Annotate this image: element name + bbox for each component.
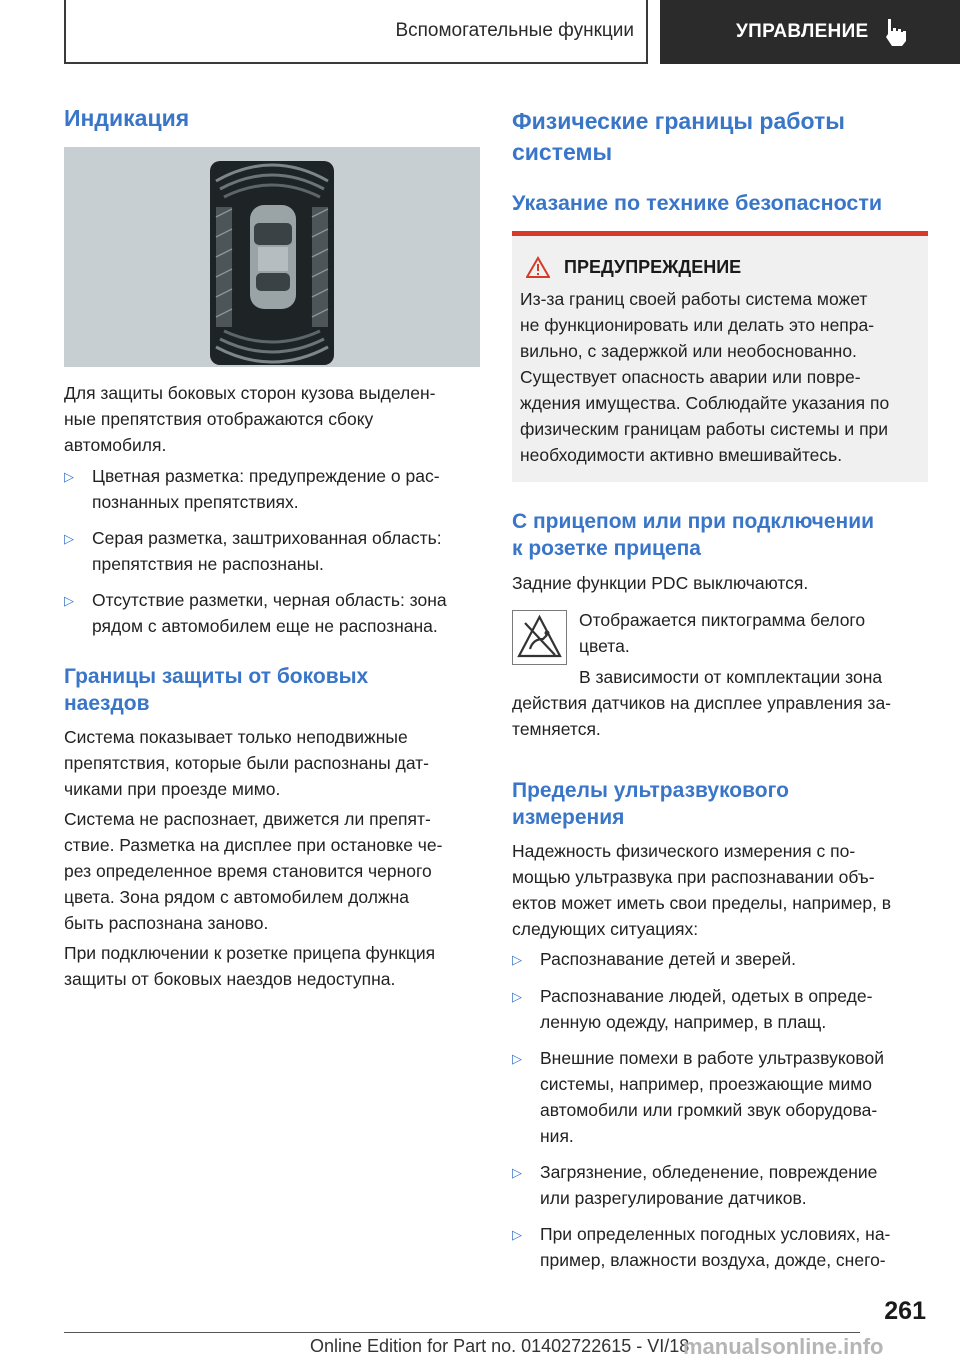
heading-line: системы [512,139,613,165]
text-line: автомобили или громкий звук оборудова- [540,1100,878,1120]
warning-box [512,231,928,482]
paragraph-movement-detection [64,806,480,936]
text-line: быть распознана заново. [64,913,269,933]
triangle-bullet-icon: ▷ [512,952,522,967]
footer-edition: Online Edition for Part no. 01402722615 - VI/18 [310,1336,690,1356]
text-line: Отсутствие разметки, черная область: зона [92,590,447,610]
text-line: препятствия, которые были распознаны дат- [64,753,430,773]
text-line: или разрегулирование датчиков. [540,1188,807,1208]
text-line: Система показывает только неподвижные [64,727,408,747]
triangle-bullet-icon: ▷ [512,989,522,1004]
text-line: пример, влажности воздуха, дожде, снего- [540,1250,886,1270]
heading-line: наездов [64,692,150,715]
text-line: автомобиля. [64,435,167,455]
heading-trailer [512,508,932,562]
warning-line: физическим границам работы системы и при [520,419,889,439]
page-number: 261 [884,1297,926,1325]
text-line: ствие. Разметка на дисплее при остановке че- [64,835,443,855]
heading-safety-note: Указание по технике безопасности [512,191,883,215]
list-item [512,983,928,1035]
list-item [512,1045,928,1149]
warning-title [520,256,920,278]
triangle-bullet-icon: ▷ [64,469,74,484]
triangle-bullet-icon: ▷ [512,1165,522,1180]
list-item [64,587,480,639]
text-line: Серая разметка, заштрихованная область: [92,528,442,548]
text-line: познанных препятствиях. [92,492,299,512]
text-line: Система не распознает, движется ли препят- [64,809,431,829]
text-line: защиты от боковых наездов недоступна. [64,969,396,989]
text-line: Распознавание детей и зверей. [540,949,797,969]
parking-display-image [64,147,480,367]
list-item [512,1221,928,1273]
heading-line: Физические границы работы [512,108,845,134]
triangle-bullet-icon: ▷ [64,531,74,546]
header-section-title: Вспомогательные функции [395,20,634,41]
text-line: препятствия не распознаны. [92,554,324,574]
paragraph-stationary-obstacles [64,724,480,802]
warning-line: Существует опасность аварии или повре- [520,367,861,387]
text-line: цвета. [579,636,630,656]
text-line: Загрязнение, обледенение, повреждение [540,1162,878,1182]
footer-divider [64,1332,860,1333]
text-line: рез определенное время становится черного [64,861,432,881]
text-line: Надежность физического измерения с по- [512,841,856,861]
list-item [64,463,480,515]
text-line: Внешние помехи в работе ультразвуковой [540,1048,885,1068]
list-marking-types [64,463,480,639]
heading-line: к розетке прицепа [512,537,701,560]
header-chapter-title: УПРАВЛЕНИЕ [736,21,869,42]
text-line: В зависимости от комплектации зона [579,667,883,687]
warning-line: Из-за границ своей работы система может [520,289,868,309]
watermark: manualsonline.info [683,1334,884,1359]
hand-pointer-icon [883,17,909,47]
heading-line: Пределы ультразвукового [512,779,789,802]
paragraph-sensor-zone [512,664,928,742]
pdc-trailer-icon [512,610,567,665]
warning-line: вильно, с задержкой или необоснованно. [520,341,857,361]
list-ultrasonic-situations [512,946,928,1273]
text-line: ния. [540,1126,574,1146]
text-line: следующих ситуациях: [512,919,699,939]
text-line: системы, например, проезжающие мимо [540,1074,872,1094]
text-line: При подключении к розетке прицепа функция [64,943,436,963]
text-line: Отображается пиктограмма белого [579,610,866,630]
paragraph-rear-pdc-off: Задние функции PDC выключаются. [512,573,809,593]
heading-line: измерения [512,806,625,829]
text-line: мощью ультразвука при распознавании объ- [512,867,875,887]
list-item [512,1159,928,1211]
heading-line: С прицепом или при подключении [512,510,875,533]
text-line: ленную одежду, например, в плащ. [540,1012,827,1032]
text-line: рядом с автомобилем еще не распознана. [92,616,438,636]
heading-line: Границы защиты от боковых [64,665,369,688]
text-line: Цветная разметка: предупреждение о рас- [92,466,440,486]
text-line: темняется. [512,719,601,739]
header-section-tab [64,0,648,64]
paragraph-reliability [512,838,928,942]
warning-triangle-icon [526,256,550,278]
text-line: цвета. Зона рядом с автомобилем должна [64,887,410,907]
list-item [64,525,480,577]
text-line: Для защиты боковых сторон кузова выделен- [64,383,436,403]
text-line: Распознавание людей, одетых в опреде- [540,986,873,1006]
text-line: ектов может иметь свои пределы, например, в [512,893,892,913]
heading-indication: Индикация [64,105,190,131]
paragraph-trailer-socket [64,940,480,992]
triangle-bullet-icon: ▷ [64,593,74,608]
triangle-bullet-icon: ▷ [512,1051,522,1066]
text-line: чиками при проезде мимо. [64,779,281,799]
warning-line: ждения имущества. Соблюдайте указания по [520,393,890,413]
heading-physical-limits [512,106,928,168]
text-line: При определенных погодных условиях, на- [540,1224,891,1244]
paragraph-side-protection [64,380,480,458]
text-line: ные препятствия отображаются сбоку [64,409,374,429]
warning-line: необходимости активно вмешивайтесь. [520,445,843,465]
triangle-bullet-icon: ▷ [512,1227,522,1242]
warning-title-text: ПРЕДУПРЕЖДЕНИЕ [564,256,742,277]
warning-line: не функционировать или делать это непра- [520,315,875,335]
paragraph-icon-shown [579,607,928,659]
text-line: действия датчиков на дисплее управления за- [512,693,892,713]
heading-side-protection-limits [64,663,480,717]
heading-ultrasonic-limits [512,777,928,831]
list-item [512,946,928,973]
header-chapter-tab [660,0,960,64]
